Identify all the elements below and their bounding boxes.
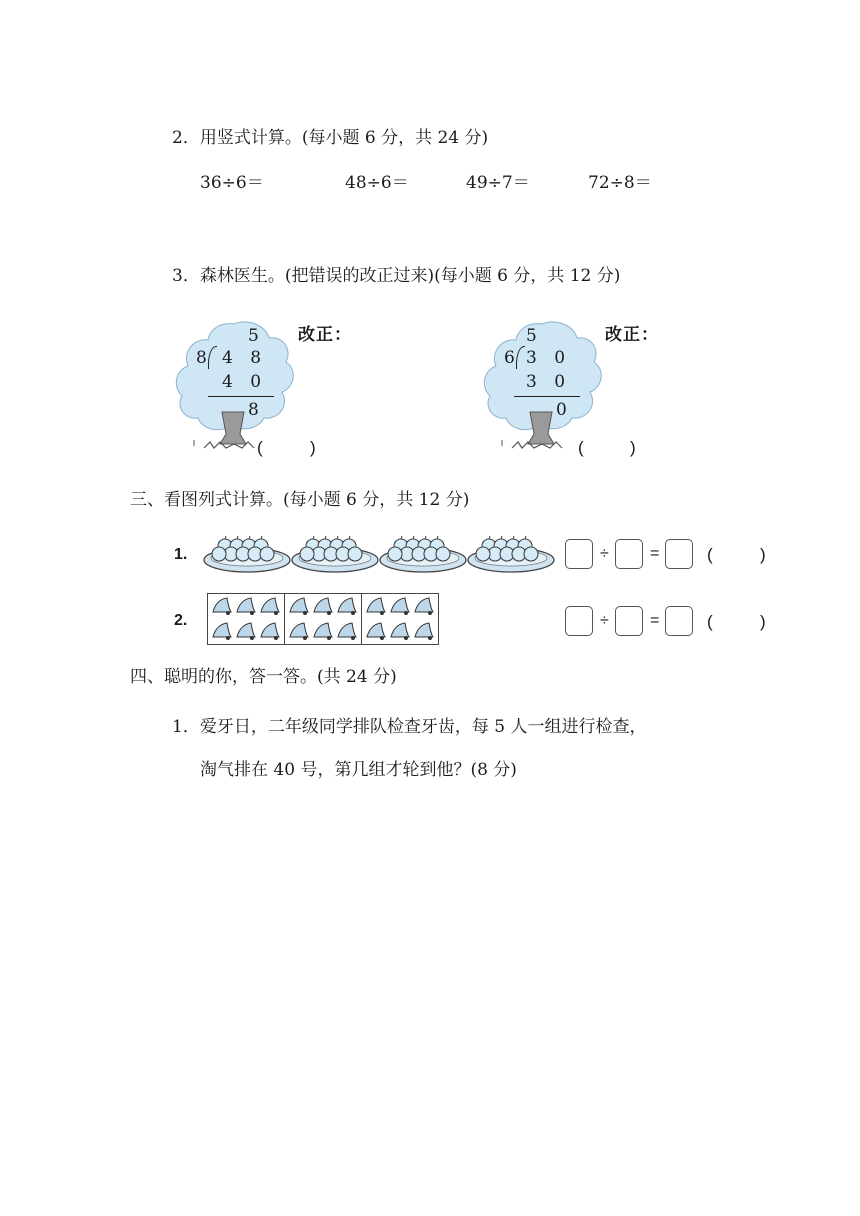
tree2-rule	[514, 396, 580, 397]
q2-item-1: 36÷6＝	[200, 173, 264, 193]
section3-row2-label: 2.	[174, 612, 188, 629]
section3-heading: 三、看图列式计算。(每小题 6 分，共 12 分)	[130, 490, 470, 510]
row2-dividend-box[interactable]	[565, 606, 593, 636]
row2-divisor-box[interactable]	[615, 606, 643, 636]
row1-divisor-box[interactable]	[615, 539, 643, 569]
apple-plates	[203, 528, 559, 578]
apple-plate	[204, 536, 290, 572]
tree2-dividend: 3 0	[526, 348, 572, 368]
tree1-correct-label: 改正：	[298, 325, 352, 345]
tree2-paren-close: )	[630, 438, 636, 457]
row1-divide-sign: ÷	[600, 545, 609, 562]
tree1-product: 4 0	[222, 372, 268, 392]
section4-q1-line1: 1．爱牙日，二年级同学排队检查牙齿，每 5 人一组进行检查，	[172, 717, 647, 737]
q3-heading: 3．森林医生。(把错误的改正过来)(每小题 6 分，共 12 分)	[172, 266, 621, 286]
tree1-division	[196, 326, 276, 426]
tree2-product: 3 0	[526, 372, 572, 392]
tree1-remainder: 8	[248, 400, 259, 420]
q2-item-4: 72÷8＝	[588, 173, 652, 193]
row1-paren-open: (	[707, 545, 713, 564]
section3-row1-label: 1.	[174, 546, 188, 563]
row2-quotient-box[interactable]	[665, 606, 693, 636]
tree1-quotient: 5	[248, 326, 259, 346]
q2-item-3: 49÷7＝	[466, 173, 530, 193]
tree2-remainder: 0	[556, 400, 567, 420]
tree1-bracket	[208, 346, 217, 369]
section4-q1-line2: 淘气排在 40 号，第几组才轮到他？(8 分)	[200, 760, 517, 780]
tree2-correct-label: 改正：	[605, 325, 659, 345]
row1-equals-sign: =	[650, 545, 660, 562]
row1-quotient-box[interactable]	[665, 539, 693, 569]
tree2-divisor: 6	[504, 348, 515, 368]
row1-dividend-box[interactable]	[565, 539, 593, 569]
tree2-quotient: 5	[526, 326, 537, 346]
tree1-dividend: 4 8	[222, 348, 268, 368]
row1-paren-close: )	[760, 545, 766, 564]
row2-divide-sign: ÷	[600, 612, 609, 629]
bell-grid	[207, 593, 439, 645]
section4-heading: 四、聪明的你，答一答。(共 24 分)	[130, 667, 397, 687]
tree1-paren-close: )	[310, 438, 316, 457]
tree1-paren-open: (	[257, 438, 263, 457]
tree1-divisor: 8	[196, 348, 207, 368]
tree2-paren-open: (	[578, 438, 584, 457]
tree1-rule	[208, 396, 274, 397]
row2-equals-sign: =	[650, 612, 660, 629]
q2-item-2: 48÷6＝	[345, 173, 409, 193]
tree2-bracket	[516, 346, 525, 369]
row2-paren-open: (	[707, 612, 713, 631]
tree2-division	[504, 326, 584, 426]
row2-paren-close: )	[760, 612, 766, 631]
q2-heading: 2．用竖式计算。(每小题 6 分，共 24 分)	[172, 128, 489, 148]
